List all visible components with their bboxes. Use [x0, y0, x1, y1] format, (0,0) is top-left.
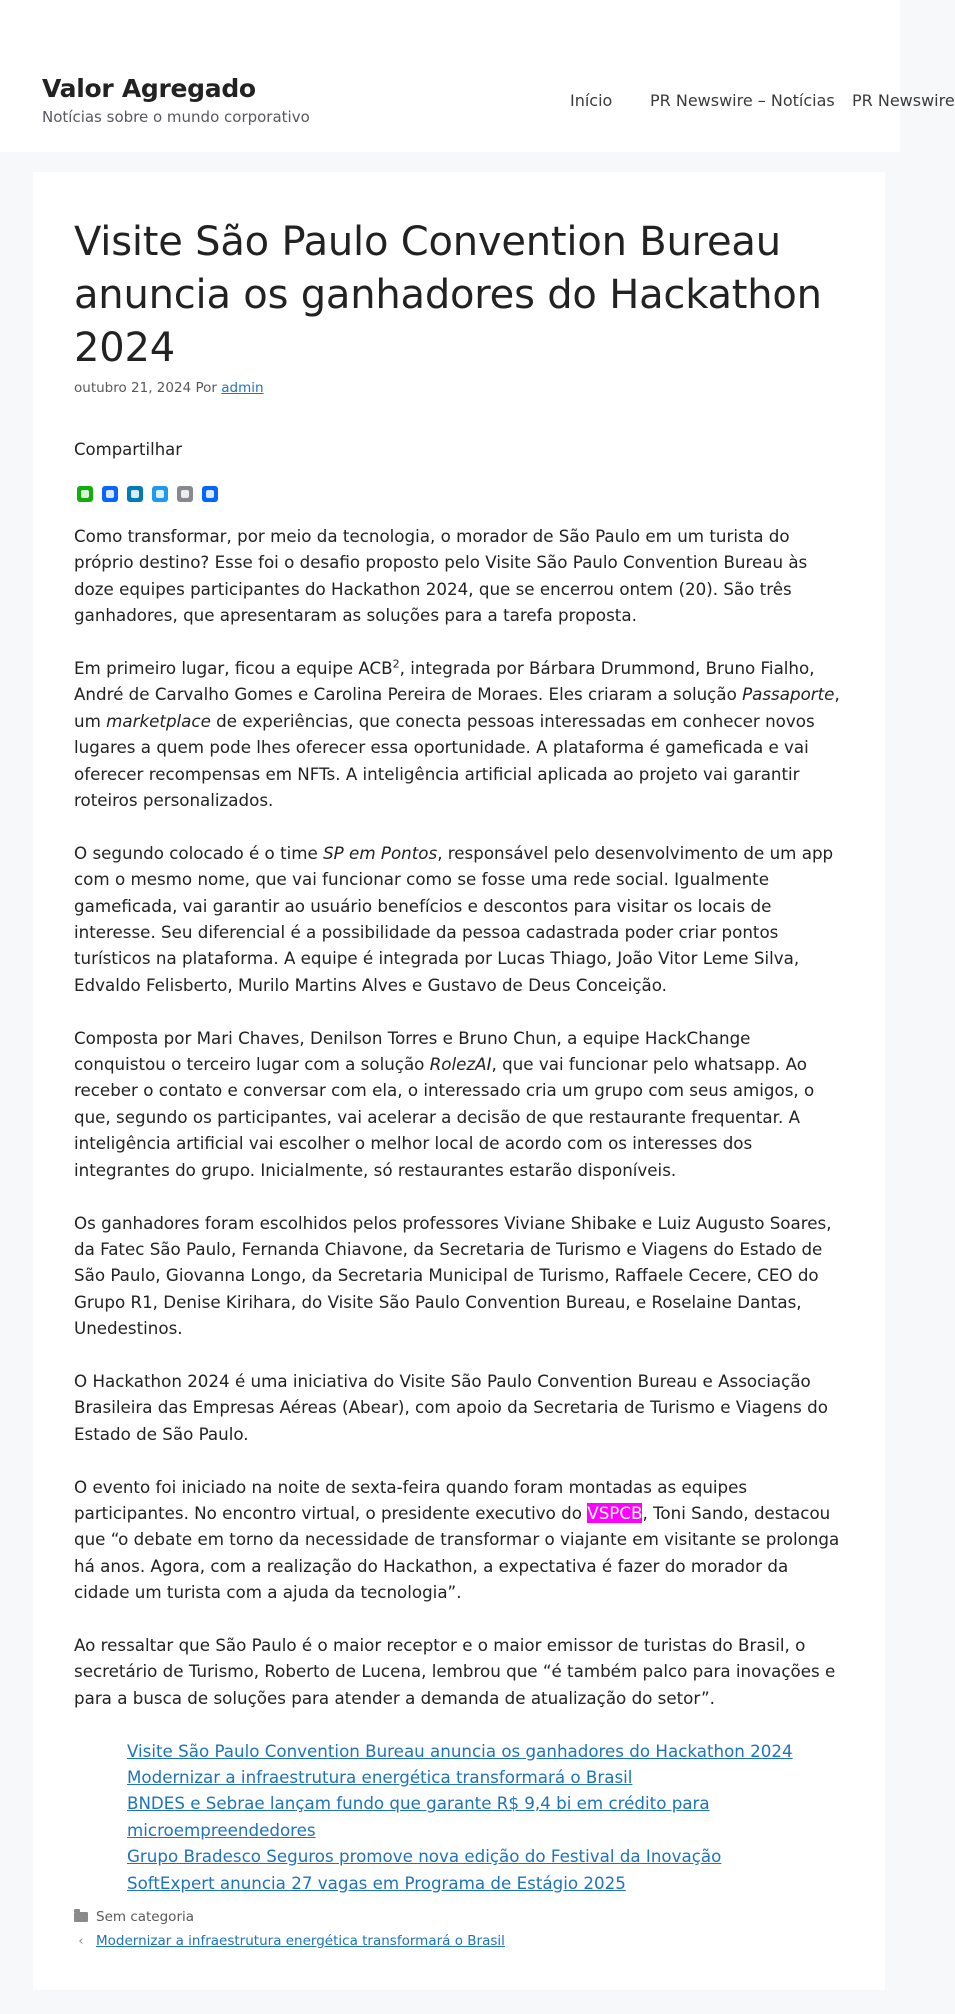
list-item [127, 1843, 844, 1869]
nav-item-inicio[interactable]: Início [570, 91, 613, 110]
article-meta [74, 380, 264, 396]
article-title: Visite São Paulo Convention Bureau anuncia os ganhadores do Hackathon 2024 [74, 219, 822, 371]
related-posts-list [74, 1738, 844, 1896]
share-icon[interactable] [202, 486, 218, 502]
article-card [33, 172, 885, 1990]
paragraph: O segundo colocado é o time SP em Pontos, responsável pelo desenvolvimento de um app com o mesmo nome, que vai funcionar como se fosse uma rede social. Igualmente gameficada, vai garantir ao usuário benefícios e descontos para visitar os locais de interesse. Seu diferencial é a possibilidade da pessoa cadastrada poder criar pontos turísticos na plataforma. A equipe é integrada por Lucas Thiago, João Vitor Leme Silva, Edvaldo Felisberto, Murilo Martins Alves e Gustavo de Deus Conceição. [74, 842, 834, 995]
paragraph: Os ganhadores foram escolhidos pelos professores Viviane Shibake e Luiz Augusto Soares, da Fatec São Paulo, Fernanda Chiavone, da Secretaria de Turismo e Viagens do Estado de São Paulo, Giovanna Longo, da Secretaria Municipal de Turismo, Raffaele Cecere, CEO do Grupo R1, Denise Kirihara, do Visite São Paulo Convention Bureau, e Roselaine Dantas, Unedestinos. [74, 1212, 832, 1339]
byline-prefix: Por [195, 380, 217, 396]
site-title[interactable]: Valor Agregado [42, 74, 256, 103]
related-post-link[interactable]: Modernizar a infraestrutura energética transformará o Brasil [127, 1766, 633, 1787]
email-icon[interactable] [177, 486, 193, 502]
author-link[interactable]: admin [221, 380, 264, 396]
paragraph: Em primeiro lugar, ficou a equipe ACB$^2$, integrada por Bárbara Drummond, Bruno Fialho, André de Carvalho Gomes e Carolina Pereira de Moraes. Eles criaram a solução Passaporte, um marketplace de experiências, que conecta pessoas interessadas em conhecer novos lugares a quem pode lhes oferecer essa oportunidade. A plataforma é gameficada e vai oferecer recompensas em NFTs. A inteligência artificial aplicada ao projeto vai garantir roteiros personalizados. [74, 657, 840, 811]
category-label[interactable]: Sem categoria [96, 1909, 195, 1925]
related-post-link[interactable]: SoftExpert anuncia 27 vagas em Programa de Estágio 2025 [127, 1872, 626, 1893]
twitter-icon[interactable] [152, 486, 168, 502]
related-post-link[interactable]: Grupo Bradesco Seguros promove nova edição do Festival da Inovação [127, 1846, 722, 1867]
site-description: Notícias sobre o mundo corporativo [42, 108, 310, 126]
linkedin-icon[interactable] [127, 486, 143, 502]
related-post-link[interactable]: Visite São Paulo Convention Bureau anuncia os ganhadores do Hackathon 2024 [127, 1740, 793, 1761]
paragraph: Composta por Mari Chaves, Denilson Torres e Bruno Chun, a equipe HackChange conquistou o terceiro lugar com a solução RolezAI, que vai funcionar pelo whatsapp. Ao receber o contato e conversar com ela, o interessado cria um grupo com seus amigos, o que, segundo os participantes, vai acelerar a decisão de que restaurante frequentar. A inteligência artificial vai escolher o melhor local de acordo com os interesses dos integrantes do grupo. Inicialmente, só restaurantes estarão disponíveis. [74, 1027, 815, 1180]
share-buttons [77, 486, 227, 505]
chevron-left-icon: ‹ [78, 1933, 84, 1949]
facebook-icon[interactable] [102, 486, 118, 502]
main-navigation [0, 87, 955, 117]
list-item [127, 1870, 844, 1896]
category-row [74, 1905, 505, 1929]
entry-footer [74, 1905, 505, 1953]
post-navigation [74, 1929, 505, 1953]
previous-post-link[interactable]: Modernizar a infraestrutura energética transformará o Brasil [96, 1933, 505, 1949]
share-label: Compartilhar [74, 440, 183, 459]
folder-icon [74, 1912, 88, 1922]
whatsapp-icon[interactable] [77, 486, 93, 502]
paragraph: Ao ressaltar que São Paulo é o maior receptor e o maior emissor de turistas do Brasil, o secretário de Turismo, Roberto de Lucena, lembrou que “é também palco para inovações e para a busca de soluções para atender a demanda de atualização do setor”. [74, 1634, 836, 1708]
list-item [127, 1764, 844, 1790]
paragraph: O evento foi iniciado na noite de sexta-feira quando foram montadas as equipes participantes. No encontro virtual, o presidente executivo do VSPCB, Toni Sando, destacou que “o debate em torno da necessidade de transformar o viajante em visitante se prolonga há anos. Agora, com a realização do Hackathon, a expectativa é fazer do morador da cidade um turista com a ajuda da tecnologia”. [74, 1476, 840, 1603]
nav-item-pr-newswire-noticias[interactable]: PR Newswire – Notícias [650, 91, 835, 110]
nav-item-pr-newswire[interactable]: PR Newswire [852, 91, 955, 110]
paragraph: Como transformar, por meio da tecnologia, o morador de São Paulo em um turista do próprio destino? Esse foi o desafio proposto pelo Visite São Paulo Convention Bureau às doze equipes participantes do Hackathon 2024, que se encerrou ontem (20). São três ganhadores, que apresentaram as soluções para a tarefa proposta. [74, 526, 808, 626]
paragraph: O Hackathon 2024 é uma iniciativa do Visite São Paulo Convention Bureau e Associação Brasileira das Empresas Aéreas (Abear), com apoio da Secretaria de Turismo e Viagens do Estado de São Paulo. [74, 1370, 828, 1444]
site-header [0, 0, 955, 152]
article-content [74, 523, 844, 1896]
list-item [127, 1738, 844, 1764]
article-date: outubro 21, 2024 [74, 380, 192, 396]
highlighted-text: VSPCB [587, 1502, 643, 1523]
related-post-link[interactable]: BNDES e Sebrae lançam fundo que garante R$ 9,4 bi em crédito para microempreendedores [127, 1793, 710, 1840]
list-item [127, 1790, 844, 1843]
